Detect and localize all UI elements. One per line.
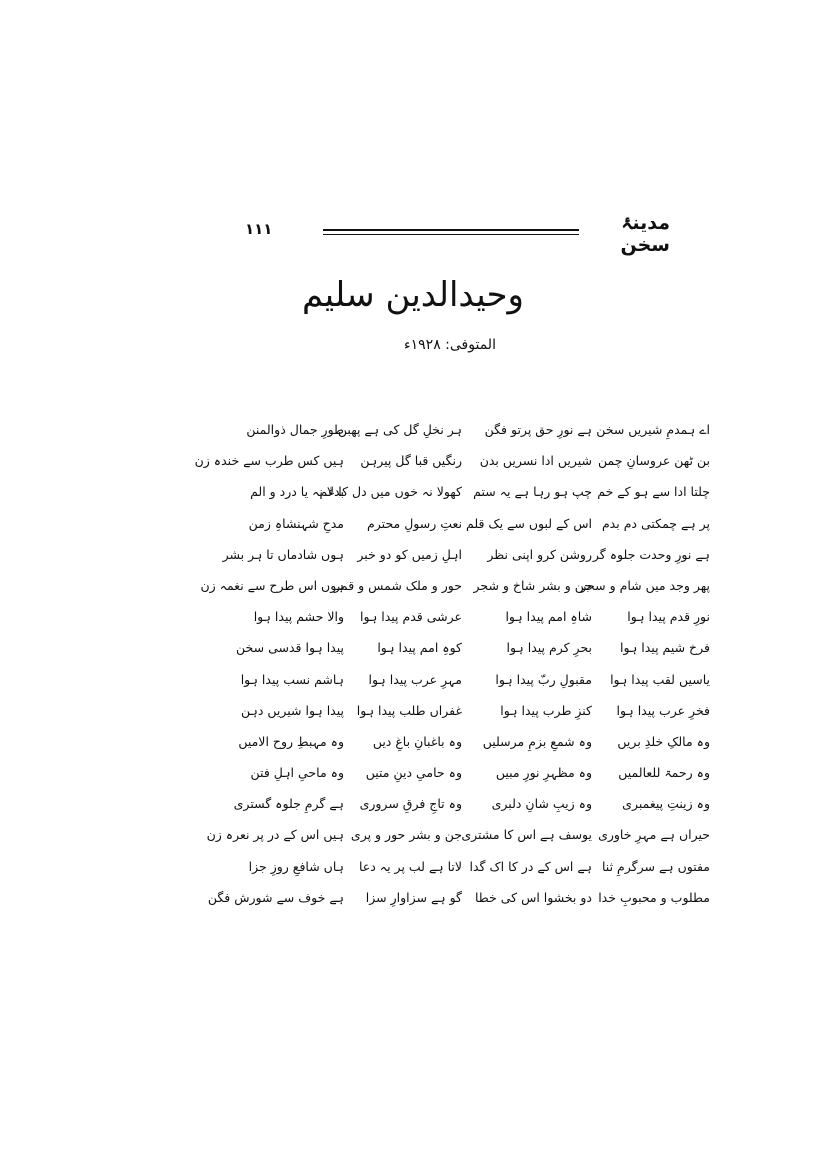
misra: غفراں طلب پیدا ہوا (356, 702, 462, 718)
couplet-row (240, 701, 710, 732)
misra: حور و ملک شمس و قمر (334, 577, 462, 593)
misra: جن و بشر حور و پری (350, 827, 462, 843)
misra: مدحِ شہنشاہِ زمن (248, 515, 344, 531)
misra: جن و بشر شاخ و شجر (473, 577, 592, 593)
couplet-row (207, 888, 710, 919)
misra: ہے اس کے در کا اک گدا (469, 858, 592, 874)
misra: ہیں اس کے در پر نعرہ زن (206, 827, 344, 843)
misra: چلتا ادا سے ہو کے خم (597, 484, 710, 500)
couplet-row (240, 482, 710, 513)
misra: ہاں شافعِ روزِ جزا (248, 858, 344, 874)
page-number: ۱۱۱ (245, 220, 273, 238)
misra: فخرِ عرب پیدا ہوا (616, 702, 710, 718)
misra: بن ٹھن عروسانِ چمن (598, 453, 710, 469)
misra: وہ شمعِ بزمِ مرسلیں (482, 733, 592, 749)
misra: والا حشم پیدا ہوا (253, 609, 344, 625)
misra: ہے نورِ وحدت جلوہ گر (592, 546, 710, 562)
misra: عرشی قدم پیدا ہوا (360, 609, 462, 625)
misra: نعتِ رسولِ محترم (367, 515, 462, 531)
misra: ہوں شادماں تا ہر بشر (222, 546, 344, 562)
poet-name: وحیدالدین سلیم (302, 275, 524, 315)
misra: چپ ہو رہا ہے یہ ستم (473, 484, 592, 500)
misra: کوہِ امم پیدا ہوا (377, 640, 462, 656)
misra: وہ زینتِ پیغمبری (622, 796, 710, 812)
misra: پھر وجد میں شام و سحر (580, 577, 710, 593)
misra: گو ہے سزاوارِ سزا (365, 889, 462, 905)
running-title: مدینۂ سخن (620, 212, 670, 256)
misra: وہ مالکِ خلدِ بریں (617, 733, 710, 749)
misra: یوسف ہے اس کا مشتری (461, 827, 592, 843)
misra: اہلِ زمیں کو دو خبر (357, 546, 462, 562)
couplet-row (240, 420, 710, 451)
misra: مہرِ عرب پیدا ہوا (368, 671, 462, 687)
misra: کھولا نہ خوں میں دل کا غم (319, 484, 462, 500)
misra: ہے خوف سے شورش فگن (207, 889, 344, 905)
misra: وہ حامیِ دینِ متیں (365, 765, 462, 781)
misra: اس کے لبوں سے یک قلم (466, 515, 592, 531)
misra: حیراں ہے مہرِ خاوری (598, 827, 710, 843)
misra: مطلوب و محبوبِ خدا (598, 889, 710, 905)
misra: ہے نورِ حق پرتو فگن (484, 422, 592, 437)
misra: مفتوں ہے سرگرمِ ثنا (601, 858, 710, 874)
misra: پیدا ہوا قدسی سخن (236, 640, 344, 656)
misra: وہ رحمۃ للعالمیں (618, 765, 710, 781)
misra: روشن کرو اپنی نظر (487, 546, 592, 562)
misra: دو بخشوا اس کی خطا (474, 889, 592, 905)
misra: وہ ماحیِ اہلِ فتن (250, 765, 344, 781)
couplet-row (240, 763, 710, 794)
couplet-row (240, 670, 710, 701)
misra: ہر نخلِ گل کی ہے پھبن (337, 422, 462, 437)
misra: ہوں اس طرح سے نغمہ زن (200, 577, 344, 593)
misra: نورِ قدم پیدا ہوا (627, 609, 710, 625)
couplet-row (200, 576, 710, 607)
misra: پیدا ہوا شیریں دہن (240, 702, 344, 718)
misra: بدلا نہ یا درد و الم (250, 484, 344, 500)
misra: وہ باغبانِ باغِ دیں (372, 733, 462, 749)
misra: پر ہے چمکتی دم بدم (601, 515, 710, 531)
couplet-row (206, 825, 710, 856)
header-rule (323, 234, 579, 235)
misra: وہ زیبِ شانِ دلبری (491, 796, 592, 812)
death-year: المتوفی: ۱۹۲۸ء (404, 337, 496, 353)
misra: بحرِ کرم پیدا ہوا (506, 640, 592, 656)
misra: ہیں کس طرب سے خندہ زن (194, 453, 344, 469)
misra: مقبولِ ربّ پیدا ہوا (495, 671, 592, 687)
misra: شاہِ امم پیدا ہوا (505, 609, 592, 625)
misra: وہ مظہرِ نورِ مبیں (495, 765, 592, 781)
misra: فرخ شیم پیدا ہوا (620, 640, 710, 656)
couplet-row (233, 794, 710, 825)
misra: شیریں ادا نسریں بدن (479, 453, 592, 469)
couplet-row (240, 857, 710, 888)
misra: وہ تاجِ فرقِ سروری (359, 796, 462, 812)
couplet-row (240, 514, 710, 545)
couplet-row (240, 607, 710, 638)
misra: وہ مہبطِ روح الامیں (238, 733, 344, 749)
misra: رنگیں قبا گل پیرہن (360, 453, 462, 469)
misra: طورِ جمال ذوالمنن (246, 422, 344, 437)
couplet-row (236, 638, 710, 669)
poem-body (194, 420, 710, 919)
misra: اے ہمدمِ شیریں سخن (596, 422, 710, 437)
couplet-row (222, 545, 710, 576)
misra: ہاشم نسب پیدا ہوا (240, 671, 344, 687)
header-rule (323, 229, 579, 231)
couplet-row (240, 732, 710, 763)
couplet-row (194, 451, 710, 482)
misra: لاتا ہے لب پر یہ دعا (358, 858, 462, 874)
misra: کنزِ طرب پیدا ہوا (500, 702, 592, 718)
misra: ہے گرمِ جلوہ گستری (233, 796, 344, 812)
misra: یاسیں لقب پیدا ہوا (610, 671, 710, 687)
